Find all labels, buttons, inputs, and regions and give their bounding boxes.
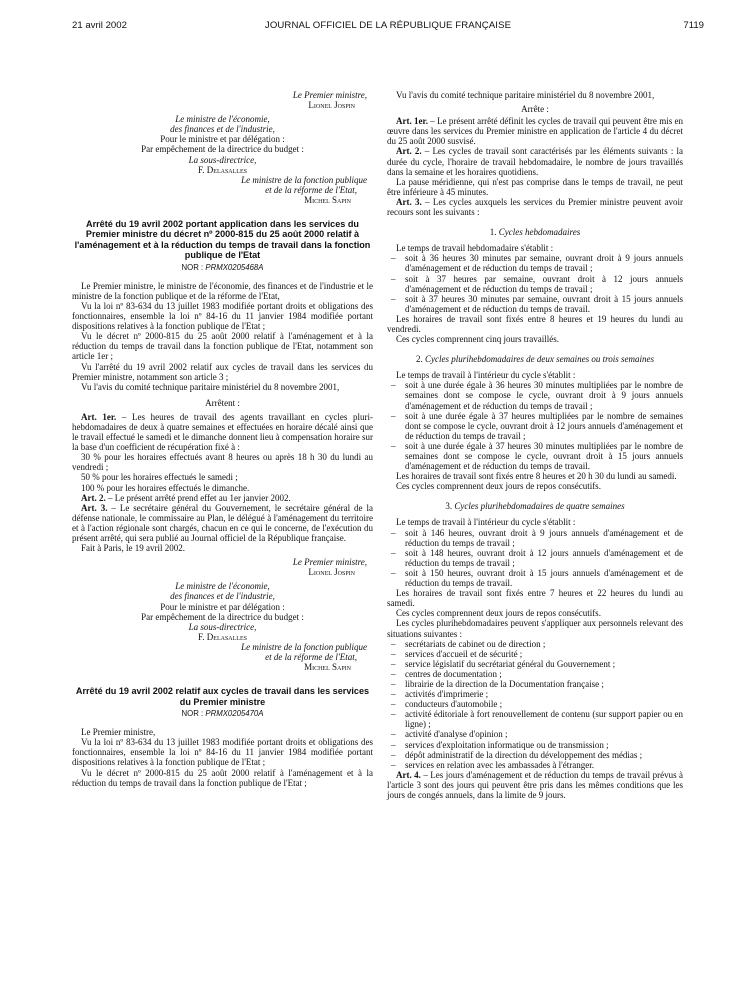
paragraph: Vu la loi nº 83-634 du 13 juillet 1983 modifiée portant droits et obligations des fonctionnaires, ensemble la loi nº 84-16 du 11 janvier 1984 modifiée portant dispositions relatives à la fonction publique de l'Etat ; <box>72 300 373 332</box>
paragraph: Vu la loi nº 83-634 du 13 juillet 1983 modifiée portant droits et obligations des fonctionnaires, ensemble la loi nº 84-16 du 11 janvier 1984 modifiée portant dispositions relatives à la fonction publique de l'Etat ; <box>72 737 373 768</box>
paragraph: Le Premier ministre, <box>81 727 156 738</box>
nor-code: PRMX0205468A <box>205 262 264 272</box>
paragraph: Vu l'arrêté du 19 avril 2002 relatif aux cycles de travail dans les services du Premier ministre, notamment son article 3 ; <box>72 361 373 382</box>
section-heading <box>387 354 683 364</box>
nor-code: PRMX0205470A <box>205 709 264 719</box>
decree-1 <box>72 219 373 553</box>
delegation-line: Par empêchement de la directrice du budget : <box>141 144 304 155</box>
rate-line: 100 % pour les horaires effectués le dimanche. <box>81 482 250 493</box>
list-item: – soit à 37 heures par semaine, ouvrant droit à 12 jours annuels d'aménagement et de réduction du temps de travail ; <box>387 274 683 294</box>
paragraph: Les horaires de travail sont fixés entre 7 heures et 22 heures du lundi au samedi. <box>387 588 683 609</box>
article-2 <box>72 493 373 503</box>
signatory-role: et de la réforme de l'Etat, <box>265 652 357 663</box>
paragraph: Le Premier ministre, le ministre de l'économie, des finances et de l'industrie et le ministre de la fonction publique et de la réforme de l'Etat, <box>72 280 373 301</box>
section-number: 3. <box>445 501 453 512</box>
article-text: – Les cycles de travail sont caractérisés par les éléments suivants : la durée du cycle, l'horaire de travail hebdomadaire, le nombre de jours travaillés dans la semaine et les horaires quotidiens. <box>387 146 683 177</box>
signatory-role: Le ministre de la fonction publique <box>241 641 367 652</box>
article-label: Art. 1er. <box>81 411 117 422</box>
paragraph: Le temps de travail à l'intérieur du cycle s'établit : <box>396 370 576 381</box>
paragraph: Ces cycles comprennent cinq jours travaillés. <box>396 334 559 345</box>
signatory-role: Le ministre de la fonction publique <box>241 174 367 185</box>
nor-label: NOR : <box>181 709 204 719</box>
signatory-role: des finances et de l'industrie, <box>170 591 275 602</box>
list-item: – dépôt administratif de la direction du développement des médias ; <box>387 750 683 760</box>
signatory-role: Le Premier ministre, <box>292 90 367 100</box>
decree-2 <box>72 686 373 787</box>
list-item: – soit à 37 heures 30 minutes par semaine, ouvrant droit à 15 jours annuels d'aménagement et de réduction du temps de travail. <box>387 294 683 314</box>
list-item: – secrétariats de cabinet ou de direction ; <box>387 639 683 649</box>
signatory-role: La sous-directrice, <box>188 621 257 632</box>
article-1 <box>72 412 373 452</box>
signature-block-1 <box>72 90 373 205</box>
signatory-role: Le ministre de l'économie, <box>175 114 270 125</box>
list-item: – soit à une durée égale à 37 heures multipliées par le nombre de semaines dont se compose le cycle, ouvrant droit à 12 jours annuels d'aménagement et de réduction du temps de travail ; <box>387 411 683 441</box>
article-label: Art. 3. <box>81 502 108 513</box>
paragraph: Les horaires de travail sont fixés entre 8 heures et 19 heures du lundi au vendredi. <box>387 313 683 334</box>
paragraph: Le temps de travail hebdomadaire s'établit : <box>396 243 554 254</box>
paragraph: Le temps de travail à l'intérieur du cycle s'établit : <box>396 517 576 528</box>
article-3 <box>387 197 683 217</box>
article-4 <box>387 770 683 800</box>
delegation-line: Pour le ministre et par délégation : <box>160 134 285 145</box>
paragraph: Les cycles plurihebdomadaires peuvent s'appliquer aux personnels relevant des situations suivantes : <box>387 618 683 639</box>
article-text: – Les jours d'aménagement et de réduction du temps de travail prévus à l'article 3 sont des jours qui peuvent être pris dans les mêmes conditions que les jours de congés annuels, dans la limite de 9 jours. <box>387 769 683 800</box>
section-heading <box>387 501 683 511</box>
signatory-name: Lionel Jospin <box>308 567 355 578</box>
article-3 <box>72 503 373 543</box>
list-item: – services d'exploitation informatique ou de transmission ; <box>387 740 683 750</box>
list-item: – service législatif du secrétariat général du Gouvernement ; <box>387 659 683 669</box>
section-title: Cycles plurihebdomadaires de deux semaines ou trois semaines <box>424 354 655 365</box>
fait-line: Fait à Paris, le 19 avril 2002. <box>81 543 185 554</box>
paragraph: Vu le décret nº 2000-815 du 25 août 2000 relatif à l'aménagement et à la réduction du temps de travail dans la fonction publique de l'Etat, notamment son article 1er ; <box>72 331 373 362</box>
left-column <box>72 90 373 788</box>
signatory-name: Michel Sapin <box>304 194 351 205</box>
paragraph: Ces cycles comprennent deux jours de repos consécutifs. <box>396 481 601 492</box>
article-label: Art. 4. <box>396 769 421 780</box>
decree-title: Arrêté du 19 avril 2002 portant application dans les services du Premier ministre du décret nº 2000-815 du 25 août 2000 relatif à l'aménagement et à la réduction du temps de travail dans la fonction publique de l'Etat <box>74 219 371 261</box>
services-list <box>387 639 683 770</box>
paragraph: Vu le décret nº 2000-815 du 25 août 2000 relatif à l'aménagement et à la réduction du temps de travail dans la fonction publique de l'Etat ; <box>72 767 373 788</box>
cycle-list <box>387 380 683 471</box>
section-title: Cycles plurihebdomadaires de quatre semaines <box>454 501 625 512</box>
paragraph: Vu l'avis du comité technique paritaire ministériel du 8 novembre 2001, <box>81 381 340 392</box>
list-item: – soit à 146 heures, ouvrant droit à 9 jours annuels d'aménagement et de réduction du temps de travail ; <box>387 528 683 548</box>
nor-reference <box>72 263 373 273</box>
paragraph: La pause méridienne, qui n'est pas comprise dans le temps de travail, ne peut être inférieure à 45 minutes. <box>387 176 683 197</box>
article-2 <box>387 146 683 176</box>
right-column <box>387 90 683 800</box>
delegation-line: Pour le ministre et par délégation : <box>160 601 285 612</box>
signatory-role: et de la réforme de l'Etat, <box>265 184 357 195</box>
cycle-list <box>387 528 683 589</box>
list-item: – centres de documentation ; <box>387 669 683 679</box>
paragraph: Vu l'avis du comité technique paritaire ministériel du 8 novembre 2001, <box>396 90 655 100</box>
paragraph: Ces cycles comprennent deux jours de repos consécutifs. <box>396 608 601 619</box>
cycle-list <box>387 253 683 314</box>
arrete-heading: Arrête : <box>521 104 549 115</box>
rate-line: 50 % pour les horaires effectués le samedi ; <box>81 472 238 483</box>
paragraph: Les horaires de travail sont fixés entre 8 heures et 20 h 30 du lundi au samedi. <box>396 471 677 482</box>
decree-title: Arrêté du 19 avril 2002 relatif aux cycles de travail dans les services du Premier ministre <box>75 686 370 707</box>
article-label: Art. 1er. <box>396 116 428 127</box>
nor-label: NOR : <box>181 262 204 272</box>
arrete-heading: Arrêtent : <box>205 397 240 408</box>
signatory-name: Lionel Jospin <box>308 100 355 111</box>
list-item: – services en relation avec les ambassades à l'étranger. <box>387 760 683 770</box>
article-1 <box>387 116 683 146</box>
article-label: Art. 2. <box>81 492 106 503</box>
article-label: Art. 2. <box>396 146 422 157</box>
signatory-role: La sous-directrice, <box>188 154 257 165</box>
list-item: – librairie de la direction de la Documentation française ; <box>387 679 683 689</box>
section-title: Cycles hebdomadaires <box>498 227 581 238</box>
page-header <box>72 20 704 34</box>
article-label: Art. 3. <box>396 196 422 207</box>
list-item: – soit à 148 heures, ouvrant droit à 12 jours annuels d'aménagement et de réduction du temps de travail ; <box>387 548 683 568</box>
nor-reference <box>72 709 373 719</box>
section-heading <box>387 227 683 237</box>
rate-line: 30 % pour les horaires effectués avant 8 heures ou après 18 h 30 du lundi au vendredi ; <box>72 452 373 473</box>
signatory-role: Le Premier ministre, <box>292 557 367 568</box>
article-text: – Le présent arrêté prend effet au 1er janvier 2002. <box>105 492 291 503</box>
list-item: – activité d'analyse d'opinion ; <box>387 729 683 739</box>
signatory-role: Le ministre de l'économie, <box>175 581 270 592</box>
list-item: – soit à une durée égale à 36 heures 30 minutes multipliées par le nombre de semaines dont se compose le cycle, ouvrant droit à 9 jours annuels d'aménagement et de réduction du temps de travail ; <box>387 380 683 410</box>
article-text: – Les heures de travail des agents travaillant en cycles plurihebdomadaires de deux à quatre semaines et effectuées en horaire décalé ainsi que le travail effectué le samedi et le dimanche donnent lieu à compensation horaire sur la base d'un coefficient de récupération fixé à : <box>72 411 374 453</box>
list-item: – soit à une durée égale à 37 heures 30 minutes multipliées par le nombre de semaines dont se compose le cycle, ouvrant droit à 15 jours annuels d'aménagement et de réduction du temps de travail. <box>387 441 683 471</box>
list-item: – services d'accueil et de sécurité ; <box>387 649 683 659</box>
header-date: 21 avril 2002 <box>72 20 127 31</box>
delegation-line: Par empêchement de la directrice du budget : <box>141 611 304 622</box>
list-item: – activités d'imprimerie ; <box>387 689 683 699</box>
article-text: – Le présent arrêté définit les cycles de travail qui peuvent être mis en œuvre dans les services du Premier ministre en application de l'article 4 du décret du 25 août 2000 susvisé. <box>387 116 683 147</box>
signatory-name: F. Delasalles <box>198 164 247 175</box>
section-number: 2. <box>415 354 423 365</box>
list-item: – soit à 150 heures, ouvrant droit à 15 jours annuels d'aménagement et de réduction du temps de travail. <box>387 568 683 588</box>
journal-title: JOURNAL OFFICIEL DE LA RÉPUBLIQUE FRANÇAISE <box>264 20 512 31</box>
section-number: 1. <box>489 227 497 238</box>
page-number: 7119 <box>683 20 704 31</box>
signatory-name: Michel Sapin <box>304 662 351 673</box>
article-text: – Les cycles auxquels les services du Premier ministre peuvent avoir recours sont les suivants : <box>387 196 683 218</box>
list-item: – soit à 36 heures 30 minutes par semaine, ouvrant droit à 9 jours annuels d'aménagement et de réduction du temps de travail ; <box>387 253 683 273</box>
signature-block-2 <box>72 553 373 672</box>
signatory-role: des finances et de l'industrie, <box>170 124 275 135</box>
list-item: – conducteurs d'automobile ; <box>387 699 683 709</box>
list-item: – activité éditoriale à fort renouvellement de contenu (sur support papier ou en ligne) ; <box>387 709 683 729</box>
article-text: – Le secrétaire général du Gouvernement, le secrétaire général de la défense nationale, le commissaire au Plan, le délégué à l'aménagement du territoire et à l'action régionale sont chargés, chacun en ce qui le concerne, de l'exécution du présent arrêté, qui sera publié au Journal officiel de la République française. <box>72 502 373 543</box>
signatory-name: F. Delasalles <box>198 631 247 642</box>
